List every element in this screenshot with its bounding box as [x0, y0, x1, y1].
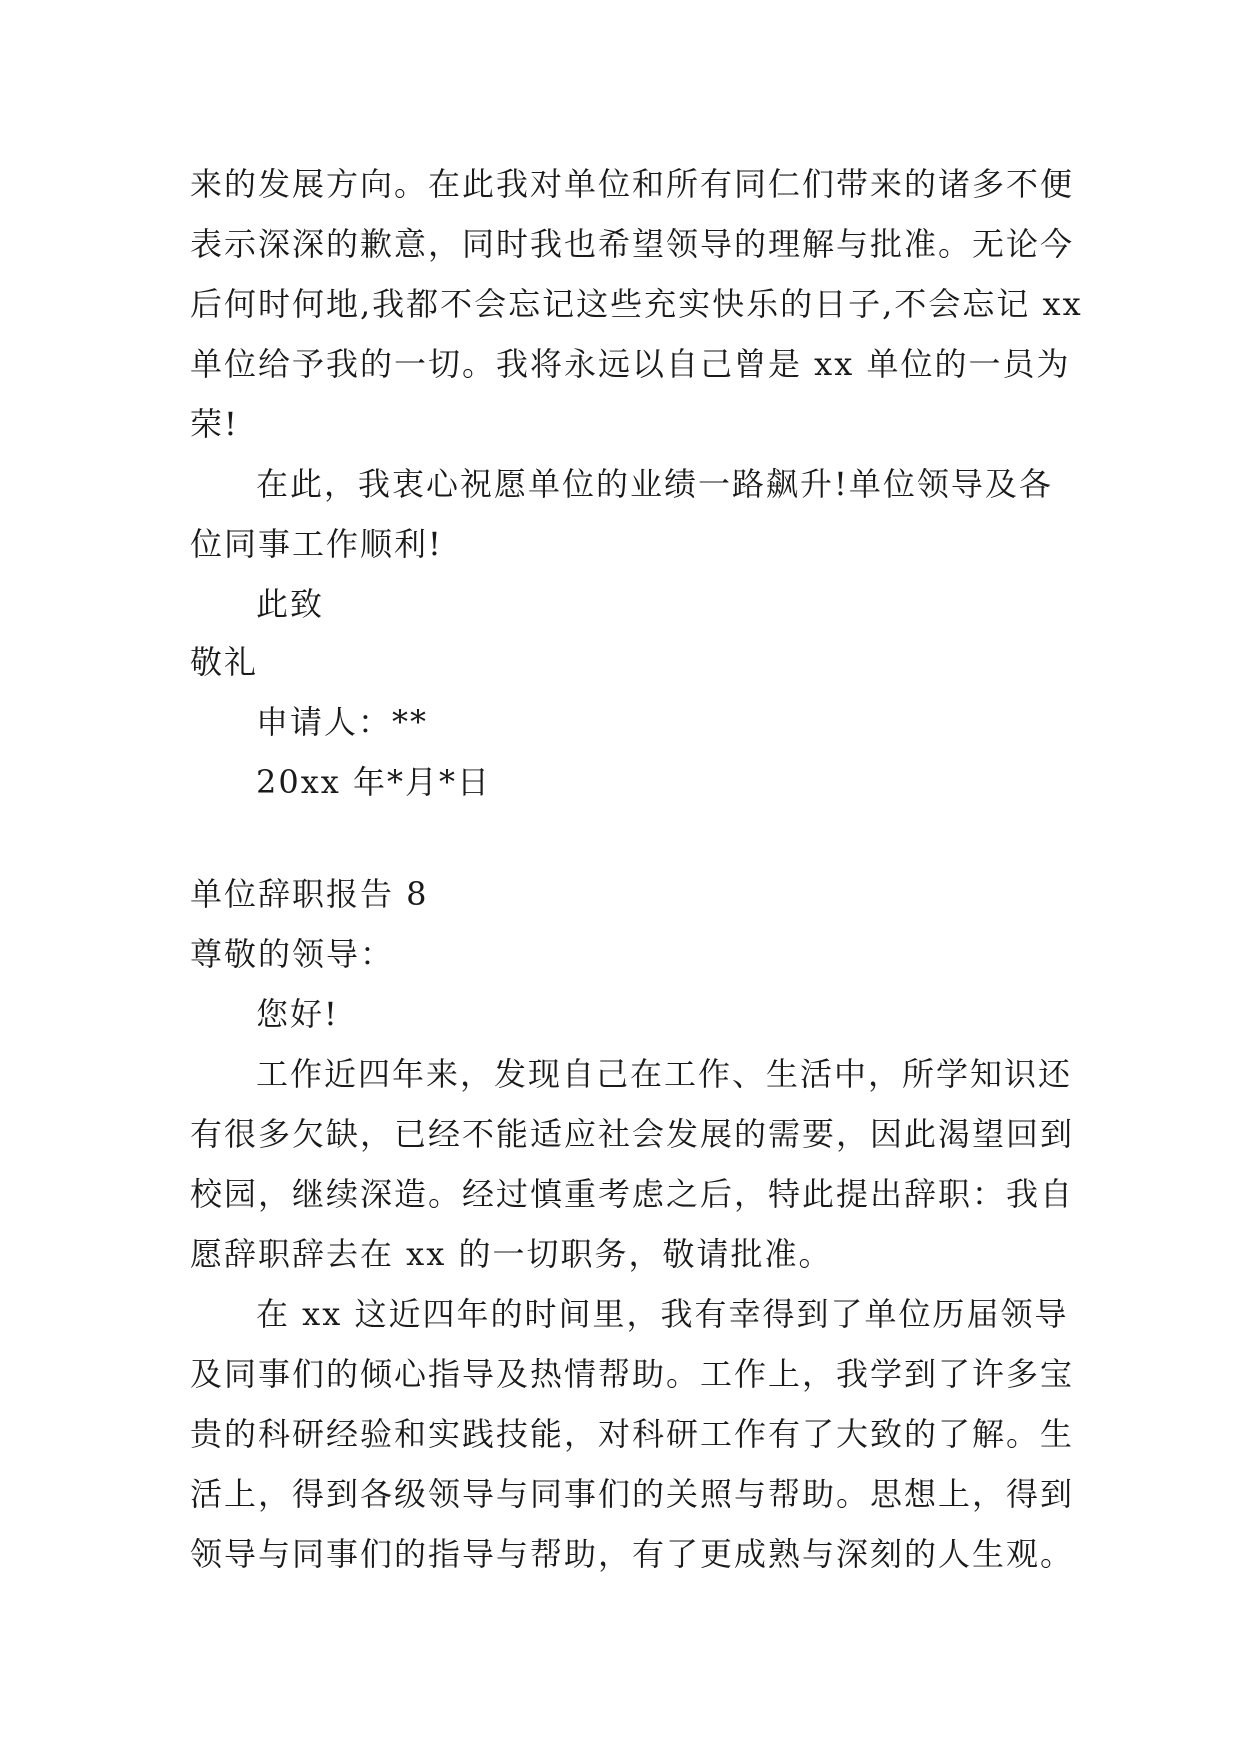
- body-line: 后何时何地,我都不会忘记这些充实快乐的日子,不会忘记 xx: [190, 285, 1083, 323]
- paragraph-line: 及同事们的倾心指导及热情帮助。工作上，我学到了许多宝: [190, 1355, 1075, 1393]
- greeting: 您好!: [256, 995, 339, 1033]
- paragraph-line: 贵的科研经验和实践技能，对科研工作有了大致的了解。生: [190, 1415, 1075, 1453]
- body-line: 来的发展方向。在此我对单位和所有同仁们带来的诸多不便: [190, 165, 1075, 203]
- paragraph-line: 在 xx 这近四年的时间里，我有幸得到了单位历届领导: [256, 1295, 1069, 1333]
- section-title: 单位辞职报告 8: [190, 875, 429, 913]
- paragraph-line: 愿辞职辞去在 xx 的一切职务，敬请批准。: [190, 1235, 833, 1273]
- closing-line: 此致: [256, 585, 325, 623]
- paragraph-line: 有很多欠缺，已经不能适应社会发展的需要，因此渴望回到: [190, 1115, 1075, 1153]
- salutation: 尊敬的领导：: [190, 935, 395, 973]
- body-line: 荣!: [190, 405, 239, 443]
- applicant-signature: 申请人：**: [256, 703, 429, 741]
- signature-date: 20xx 年*月*日: [256, 763, 491, 801]
- paragraph-line: 工作近四年来，发现自己在工作、生活中，所学知识还: [256, 1055, 1073, 1093]
- paragraph-line: 领导与同事们的指导与帮助，有了更成熟与深刻的人生观。: [190, 1535, 1075, 1573]
- paragraph-line: 校园，继续深造。经过慎重考虑之后，特此提出辞职：我自: [190, 1175, 1075, 1213]
- wishes-line: 在此，我衷心祝愿单位的业绩一路飙升!单位领导及各: [256, 465, 1053, 503]
- wishes-line: 位同事工作顺利!: [190, 525, 443, 563]
- closing-line: 敬礼: [190, 643, 259, 681]
- paragraph-line: 活上，得到各级领导与同事们的关照与帮助。思想上，得到: [190, 1475, 1075, 1513]
- body-line: 表示深深的歉意，同时我也希望领导的理解与批准。无论今: [190, 225, 1075, 263]
- body-line: 单位给予我的一切。我将永远以自己曾是 xx 单位的一员为: [190, 345, 1071, 383]
